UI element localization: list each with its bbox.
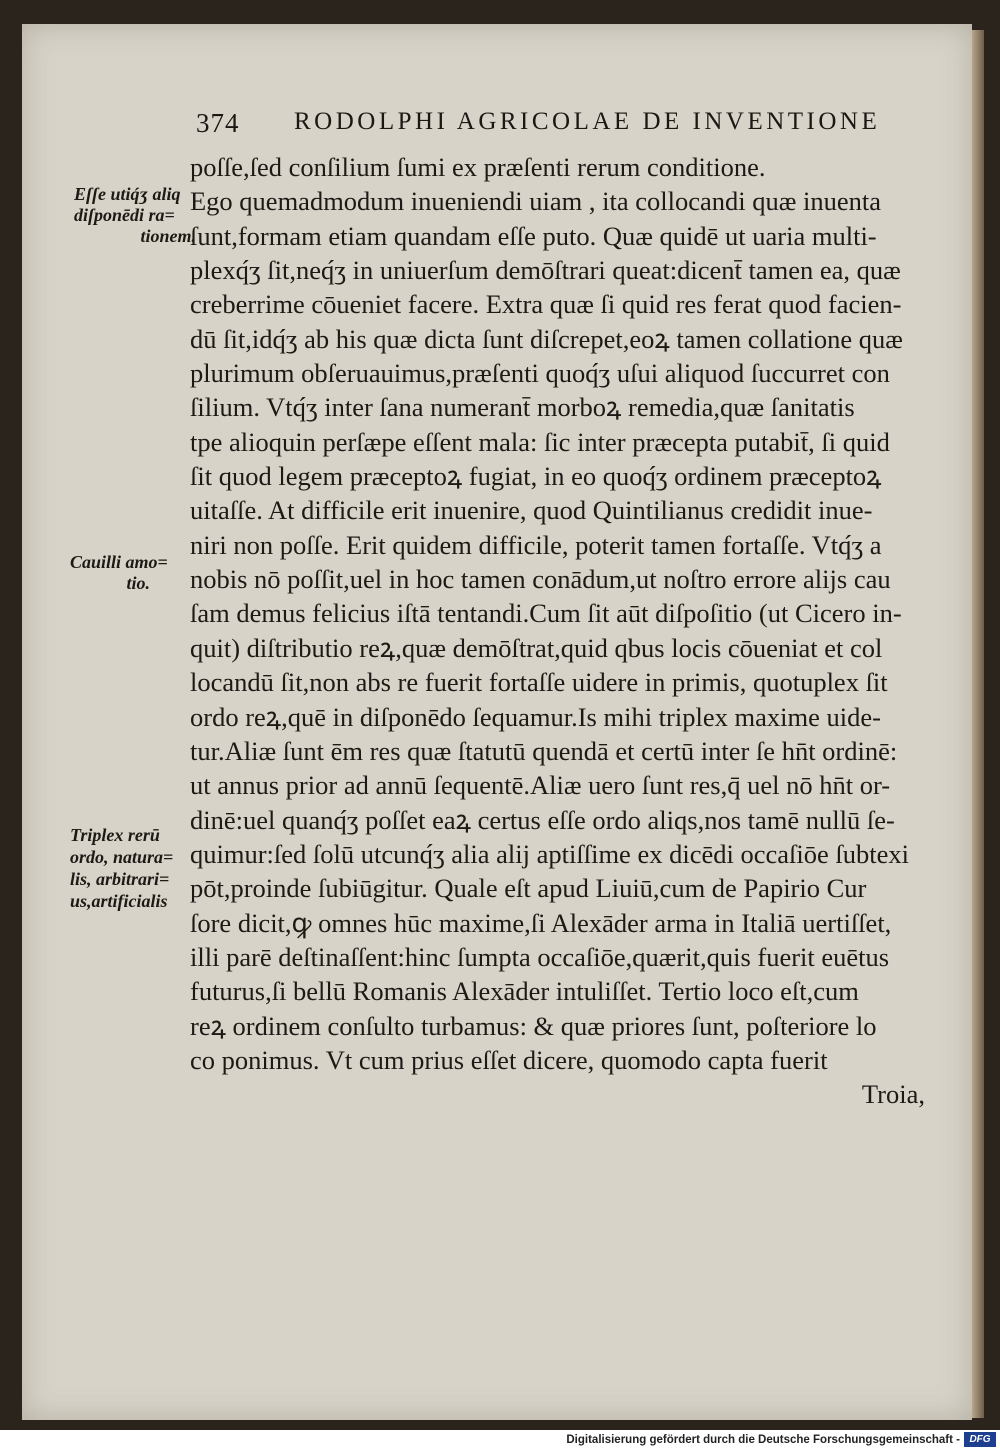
text-line: dinē:uel quanq́ʒ poſſet eaꝝ certus eſſe ordo aliqs,nos tamē nullū ſe-	[190, 804, 895, 835]
text-line: poſſe,ſed conſilium ſumi ex præſenti rerum conditione.	[190, 152, 766, 182]
margin-note-line: Triplex rerū	[70, 825, 160, 845]
margin-note-line: lis, arbitrari=	[70, 869, 170, 889]
body-text	[190, 150, 925, 1112]
text-line: ſilium. Vtq́ʒ inter ſana numerant̄ morboꝝ remedia,quæ ſanitatis	[190, 392, 855, 423]
text-line: Ego quemadmodum inueniendi uiam , ita collocandi quæ inuenta	[190, 186, 882, 217]
text-line: plurimum obſeruauimus,præſenti quoq́ʒ uſui aliquod ſuccurret con	[190, 358, 890, 389]
margin-note-line: tionem.	[140, 226, 196, 246]
text-line: plexq́ʒ ſit,neq́ʒ in uniuerſum demōſtrari queat:dicent̄ tamen ea, quæ	[190, 255, 901, 286]
text-line: ſore dicit,ꝙ omnes hūc maxime,ſi Alexāder arma in Italiā uertiſſet,	[190, 907, 892, 938]
margin-note-line: tio.	[126, 573, 150, 593]
text-line: illi parē deſtinaſſent:hinc ſumpta occaſiōe,quærit,quis fuerit euētus	[190, 941, 890, 972]
text-line: quimur:ſed ſolū utcunq́ʒ alia alij aptiſſime ex dicēdi occaſiōe ſubtexi	[190, 838, 909, 869]
funding-notice: Digitalisierung gefördert durch die Deutsche Forschungsgemeinschaft -	[566, 1434, 960, 1446]
text-line: locandū ſit,non abs re fuerit fortaſſe uidere in primis, quotuplex ſit	[190, 667, 888, 698]
margin-note-line: Cauilli amo=	[70, 552, 168, 572]
text-line: co ponimus. Vt cum prius eſſet dicere, quomodo capta fuerit	[190, 1044, 828, 1075]
text-line: niri non poſſe. Erit quidem difficile, poterit tamen fortaſſe. Vtq́ʒ a	[190, 529, 882, 560]
page-header	[196, 108, 916, 144]
text-line: tur.Aliæ ſunt ēm res quæ ſtatutū quendā et certū inter ſe hn̄t ordinē:	[190, 735, 898, 766]
text-line: creberrime cōueniet facere. Extra quæ ſi quid res ferat quod facien-	[190, 289, 902, 320]
text-line: ſunt,formam etiam quandam eſſe puto. Quæ quidē ut uaria multi-	[190, 220, 877, 251]
margin-note-line: ordo, natura=	[70, 847, 174, 867]
page-edge	[972, 30, 984, 1418]
text-line: dū ſit,idq́ʒ ab his quæ dicta ſunt diſcrepet,eoꝝ tamen collatione quæ	[190, 323, 903, 354]
margin-note-line: diſponēdi ra=	[74, 205, 175, 225]
margin-note-line: us,artificialis	[70, 891, 168, 911]
text-line: pōt,proinde ſubiūgitur. Quale eſt apud Liuiū,cum de Papirio Cur	[190, 873, 867, 904]
dfg-logo: DFG	[964, 1432, 996, 1447]
text-line: ordo reꝝ,quē in diſponēdo ſequamur.Is mihi triplex maxime uide-	[190, 701, 881, 732]
text-line: tpe alioquin perſæpe eſſent mala: ſic inter præcepta putabit̄, ſi quid	[190, 426, 890, 457]
text-line: quit) diſtributio reꝝ,quæ demōſtrat,quid qbus locis cōueniat et col	[190, 632, 883, 663]
margin-note-line: Eſſe utiq́ʒ aliq	[74, 184, 181, 204]
page-number: 374	[196, 108, 240, 138]
running-head: RODOLPHI AGRICOLAE DE INVENTIONE	[294, 108, 881, 135]
text-line: ut annus prior ad annū ſequentē.Aliæ uero ſunt res,q̄ uel nō hn̄t or-	[190, 770, 891, 801]
text-line: reꝝ ordinem conſulto turbamus: & quæ priores ſunt, poſteriore lo	[190, 1010, 877, 1041]
text-line: ſam demus felicius iſtā tentandi.Cum ſit aūt diſpoſitio (ut Cicero in-	[190, 598, 902, 629]
text-line: Troia,	[861, 1079, 925, 1110]
text-line: futurus,ſi bellū Romanis Alexāder intuliſſet. Tertio loco eſt,cum	[190, 976, 859, 1007]
text-line: ſit quod legem præceptoꝝ fugiat, in eo quoq́ʒ ordinem præceptoꝝ	[190, 461, 882, 492]
margin-note-cavilli	[70, 552, 198, 594]
text-line: uitaſſe. At difficile erit inuenire, quod Quintilianus credidit inue-	[190, 495, 873, 526]
margin-note-triplex	[70, 824, 202, 912]
text-line: nobis nō poſſit,uel in hoc tamen conādum,ut noſtro errore alijs cau	[190, 564, 891, 595]
margin-note-disposition	[74, 184, 196, 247]
